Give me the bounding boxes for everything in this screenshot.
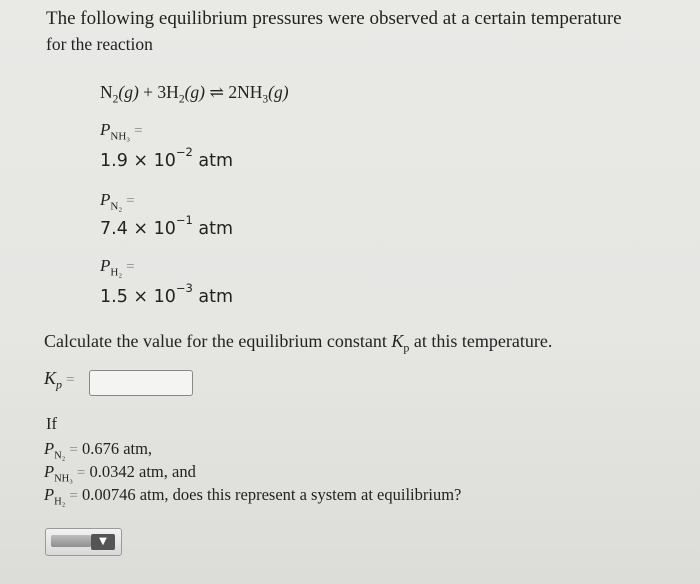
- cond-h2-question: $P_{H_2} = 0.00746$ atm, does this represent a system at equilibrium?: [44, 485, 462, 508]
- calc-prompt: Calculate the value for the equilibrium constant $K_p$ at this temperature.: [44, 331, 553, 355]
- cond-nh3: $P_{NH_3} = 0.0342$ atm, and: [44, 462, 196, 485]
- given-label-nh3: $P_{NH_3}$ =: [100, 120, 143, 143]
- given-value-n2: $7.4 \times 10^{-1}$ atm: [100, 213, 234, 239]
- given-value-h2: $1.5 \times 10^{-3}$ atm: [100, 281, 234, 307]
- given-value-nh3: $1.9 \times 10^{-2}$ atm: [100, 145, 234, 171]
- reaction-equation: $N_2(g) + 3H_2(g)$ ⇌ $2NH_3(g)$: [100, 82, 289, 106]
- if-label: If: [46, 414, 57, 433]
- given-label-n2: $P_{N_2}$ =: [100, 190, 135, 213]
- question-line-1: The following equilibrium pressures were observed at a certain temperature: [46, 8, 622, 29]
- cond-n2: $P_{N_2} = 0.676$ atm,: [44, 439, 153, 462]
- question-line-2: for the reaction: [46, 34, 153, 54]
- chevron-down-icon[interactable]: ▼: [91, 534, 115, 550]
- dropdown-selected-value: [51, 535, 91, 547]
- kp-input[interactable]: [89, 370, 193, 396]
- equilibrium-answer-dropdown[interactable]: [45, 528, 122, 556]
- equilibrium-arrow: ⇌: [209, 82, 225, 102]
- given-label-h2: $P_{H_2}$ =: [100, 256, 135, 279]
- kp-label: $K_p$ =: [44, 368, 75, 392]
